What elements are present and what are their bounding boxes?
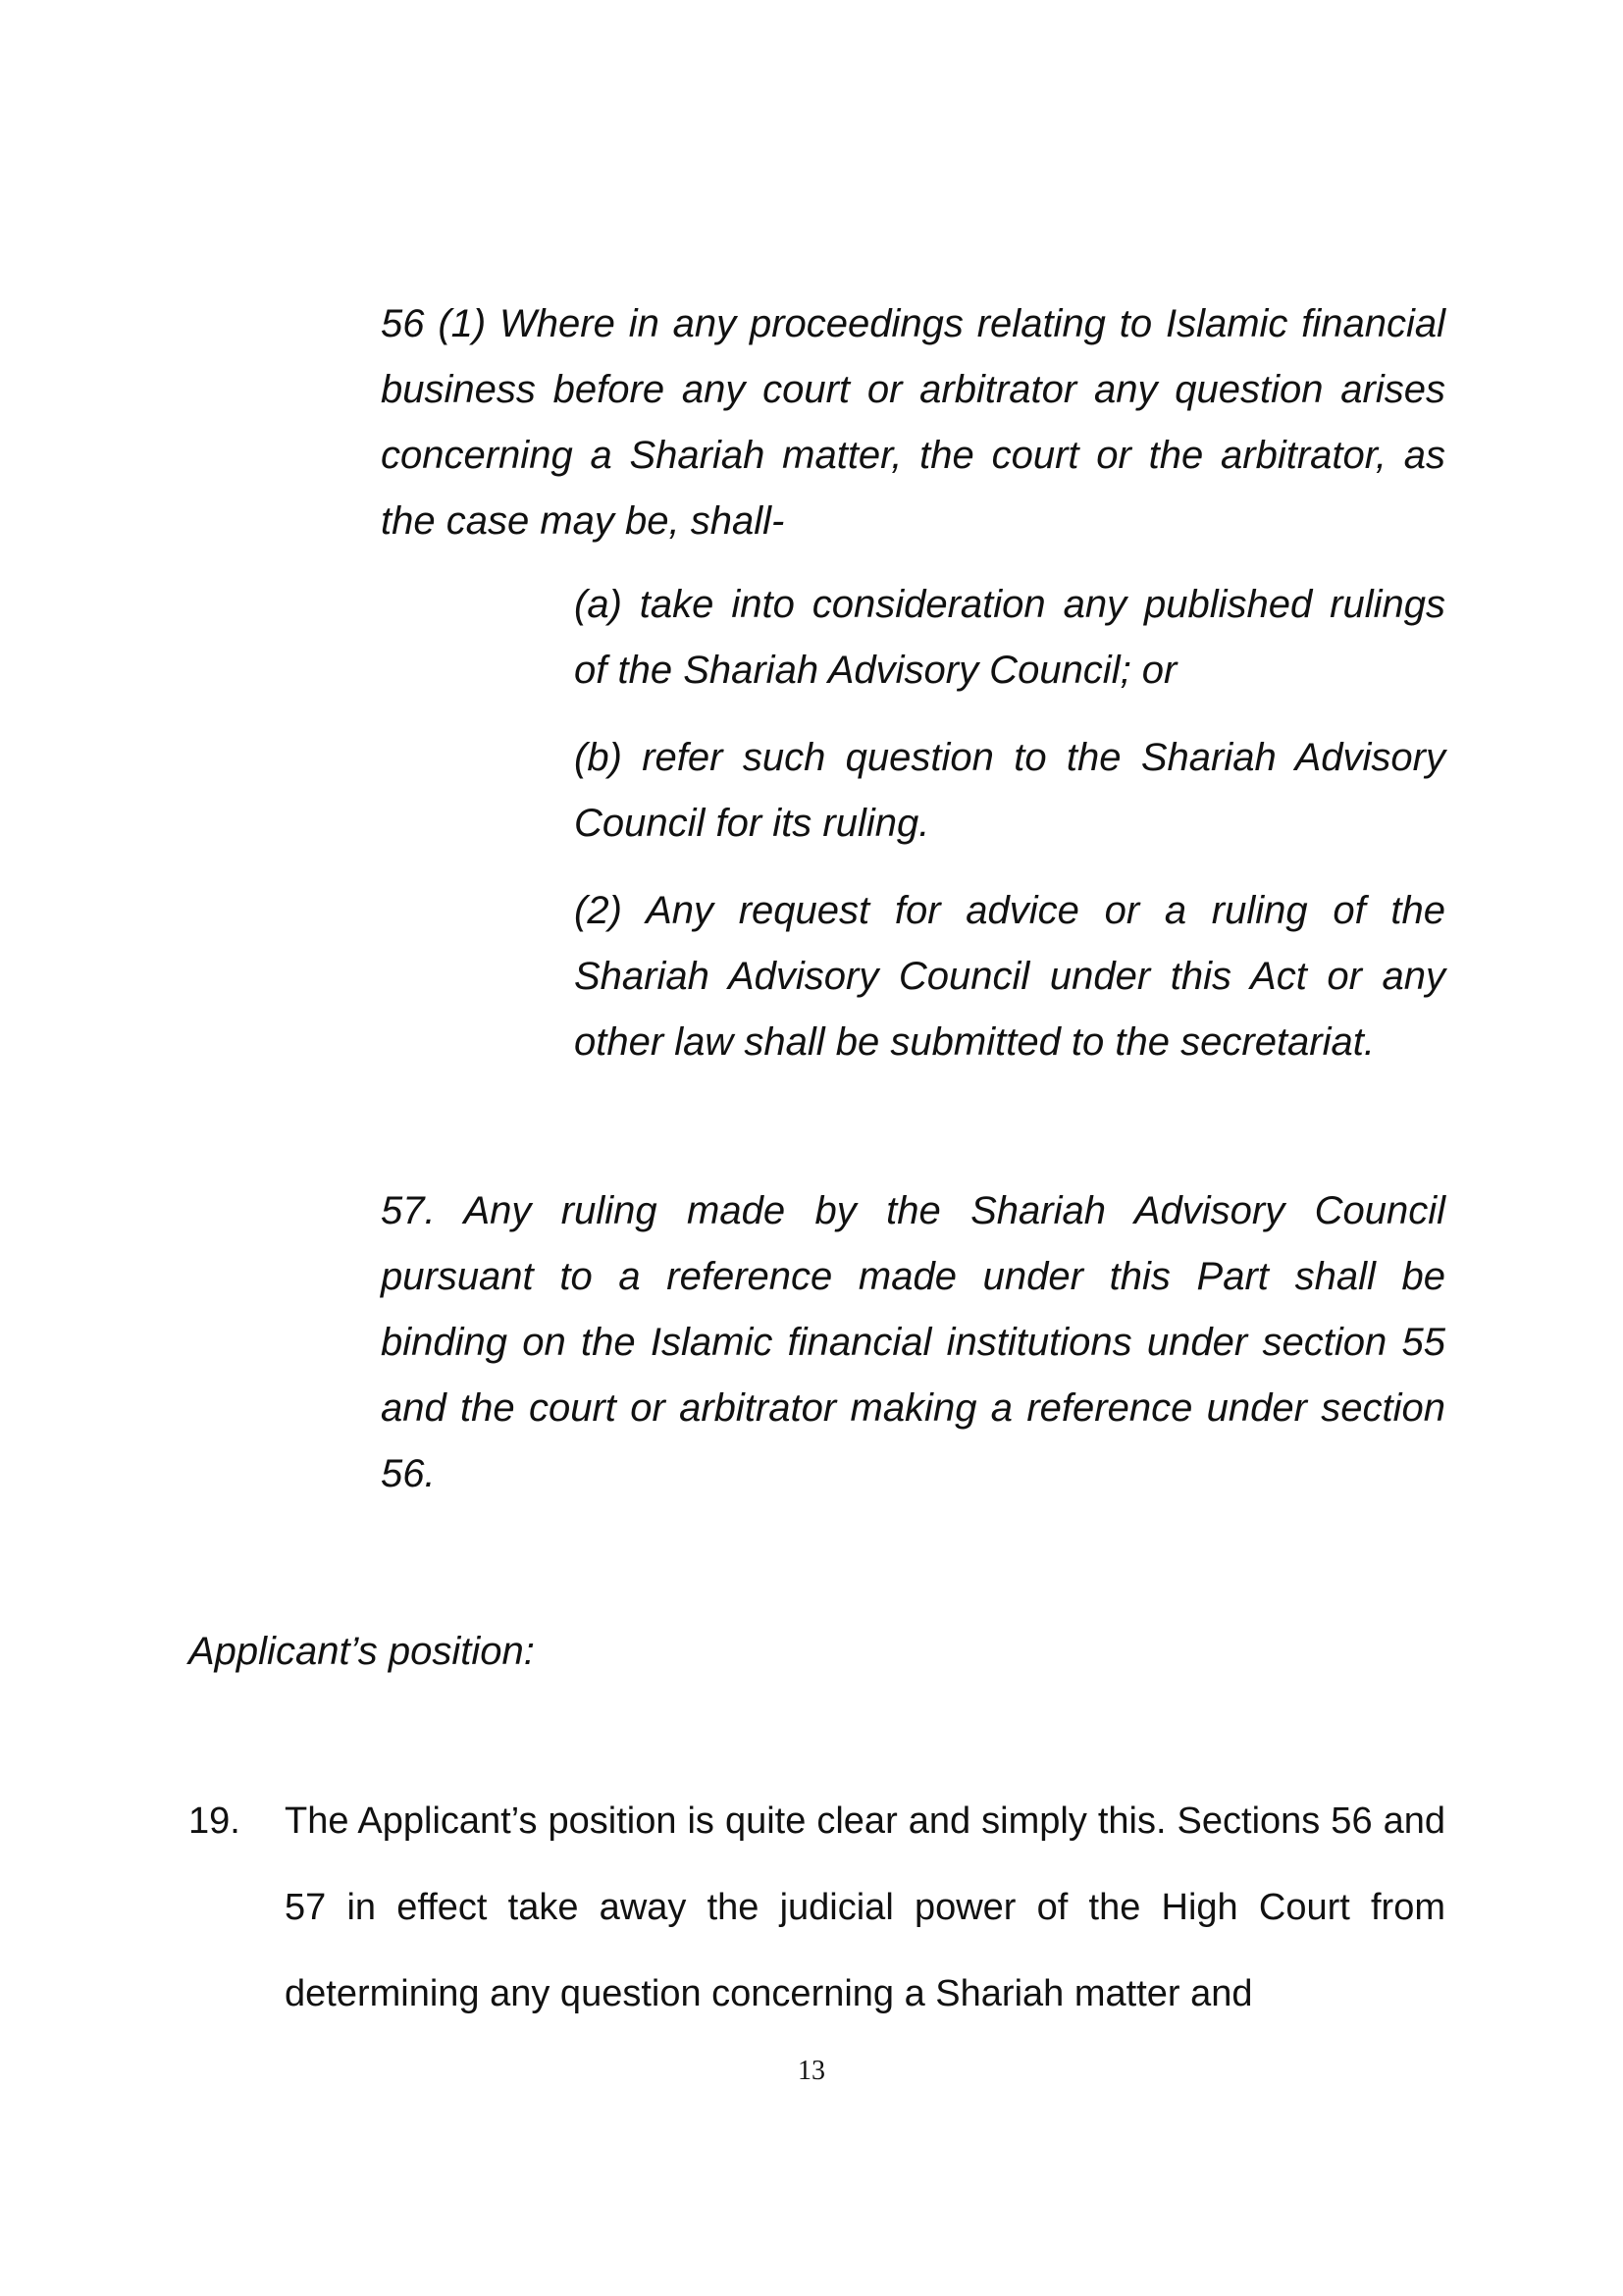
statute-section-56-1-a: (a) take into consideration any published rulings of the Shariah Advisory Council; or: [574, 583, 1445, 692]
paragraph-text: The Applicant’s position is quite clear and simply this. Sections 56 and 57 in effect take away the judicial power of the High Court from determining any question concerning a Shariah matter and: [285, 1800, 1445, 2014]
numbered-paragraph: [188, 1778, 1445, 2037]
paragraph-number: 19.: [188, 1800, 240, 1842]
statute-section-56-2: (2) Any request for advice or a ruling of the Shariah Advisory Council under this Act or any other law shall be submitted to the secretariat.: [574, 889, 1445, 1064]
statute-section-57: 57. Any ruling made by the Shariah Advisory Council pursuant to a reference made under this Part shall be binding on the Islamic financial institutions under section 55 and the court or arbitrator making a reference under section 56.: [381, 1189, 1445, 1495]
section-heading: Applicant’s position:: [188, 1630, 535, 1673]
page-number: 13: [798, 2056, 825, 2086]
statute-section-56-1: 56 (1) Where in any proceedings relating to Islamic financial business before any court or arbitrator any question arises concerning a Shariah matter, the court or the arbitrator, as the case may be, shall-: [381, 302, 1445, 543]
statute-section-56-1-b: (b) refer such question to the Shariah Advisory Council for its ruling.: [574, 736, 1445, 845]
